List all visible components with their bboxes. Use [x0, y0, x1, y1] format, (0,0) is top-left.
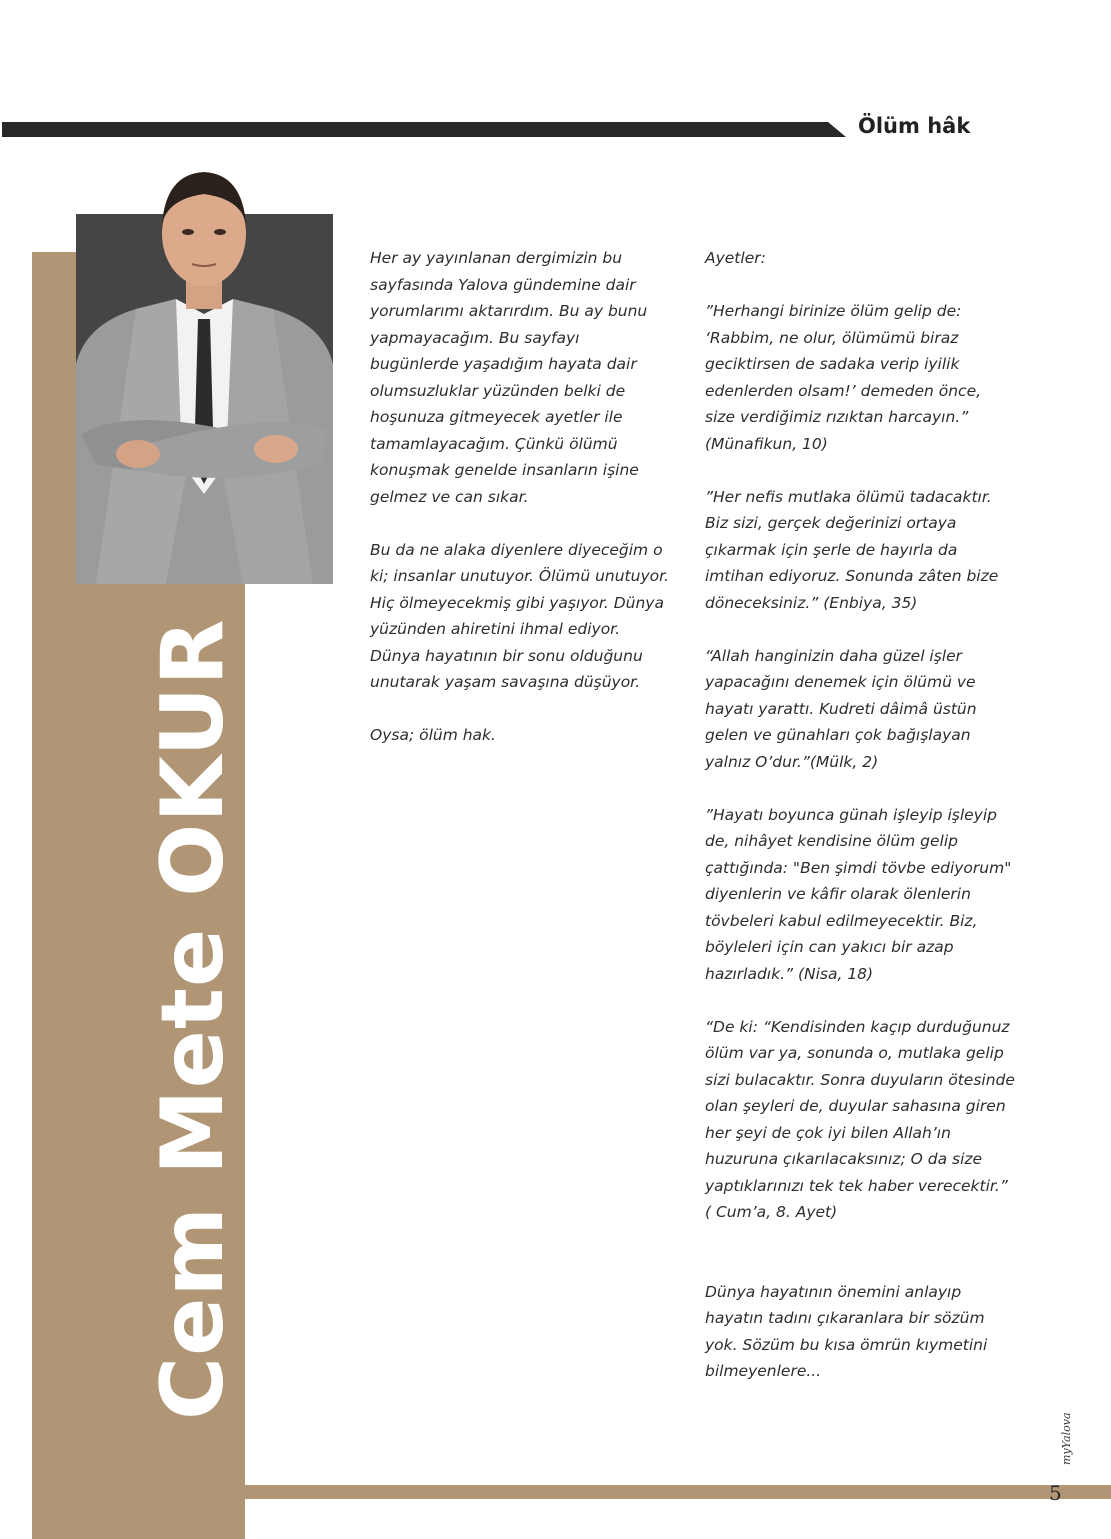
paragraph: Her ay yayınlanan dergimizin bu sayfasında Yalova gündemine dair yorumlarımı aktarırdım. Bu ay bunu yapmayacağım. Bu sayfayı bugünlerde yaşadığım hayata dair olumsuzluklar yüzünden belki de hoşunuza gitmeyecek ayetler ile tamamlayacağım. Çünkü ölümü konuşmak genelde insanların işine gelmez ve can sıkar.	[370, 249, 648, 506]
footer-bar	[245, 1485, 1111, 1499]
paragraph: Oysa; ölüm hak.	[370, 726, 496, 744]
paragraph: Bu da ne alaka diyenlere diyeceğim o ki; insanlar unutuyor. Ölümü unutuyor. Hiç ölmeyecekmiş gibi yaşıyor. Dünya yüzünden ahiretini ihmal ediyor. Dünya hayatının bir sonu olduğunu unutarak yaşam savaşına düşüyor.	[370, 540, 669, 691]
page-number: 5	[1049, 1481, 1062, 1505]
header-bar	[2, 122, 846, 137]
author-photo	[76, 214, 333, 584]
verse-quote: ”Herhangi birinize ölüm gelip de: ‘Rabbim, ne olur, ölümümü biraz geciktirsen de sadaka verip iyilik edenlerden olsam!’ demeden önce, size verdiğimiz rızıktan harcayın.” (Münafikun, 10)	[705, 302, 982, 453]
section-title: Ölüm hâk	[858, 114, 971, 138]
verse-quote: ”Her nefis mutlaka ölümü tadacaktır. Biz sizi, gerçek değerinizi ortaya çıkarmak için şerle de hayırla da imtihan ediyoruz. Sonunda zâten bize döneceksiniz.” (Enbiya, 35)	[705, 487, 999, 612]
closing-paragraph: Dünya hayatının önemini anlayıp hayatın tadını çıkaranlara bir sözüm yok. Sözüm bu kısa ömrün kıymetini bilmeyenlere...	[705, 1282, 988, 1380]
author-name: Cem Mete OKUR	[143, 618, 243, 1420]
verse-quote: ”Hayatı boyunca günah işleyip işleyip de, nihâyet kendisine ölüm gelip çattığında: "Ben şimdi tövbe ediyorum" diyenlerin ve kâfir olarak ölenlerin tövbeleri kabul edilmeyecektir. Biz, böyleleri için can yakıcı bir azap hazırladık.” (Nisa, 18)	[705, 805, 1012, 983]
spacer	[705, 1252, 1015, 1279]
article-column-left	[370, 245, 670, 775]
verses-heading: Ayetler:	[705, 249, 766, 267]
verse-quote: “Allah hanginizin daha güzel işler yapacağını denemek için ölümü ve hayatı yarattı. Kudreti dâimâ üstün gelen ve günahları çok bağışlayan yalnız O’dur.”(Mülk, 2)	[705, 646, 977, 771]
verse-quote: “De ki: “Kendisinden kaçıp durduğunuz ölüm var ya, sonunda o, mutlaka gelip sizi bulacaktır. Sonra duyuların ötesinde olan şeyleri de, duyular sahasına giren her şeyi de çok iyi bilen Allah’ın huzuruna çıkarılacaksınız; O da size yaptıklarınızı tek tek haber verecektir.” ( Cum’a, 8. Ayet)	[705, 1017, 1015, 1221]
magazine-logo: myYalova	[1060, 1412, 1073, 1465]
author-portrait-image	[76, 164, 333, 584]
article-column-right	[705, 245, 1015, 1411]
